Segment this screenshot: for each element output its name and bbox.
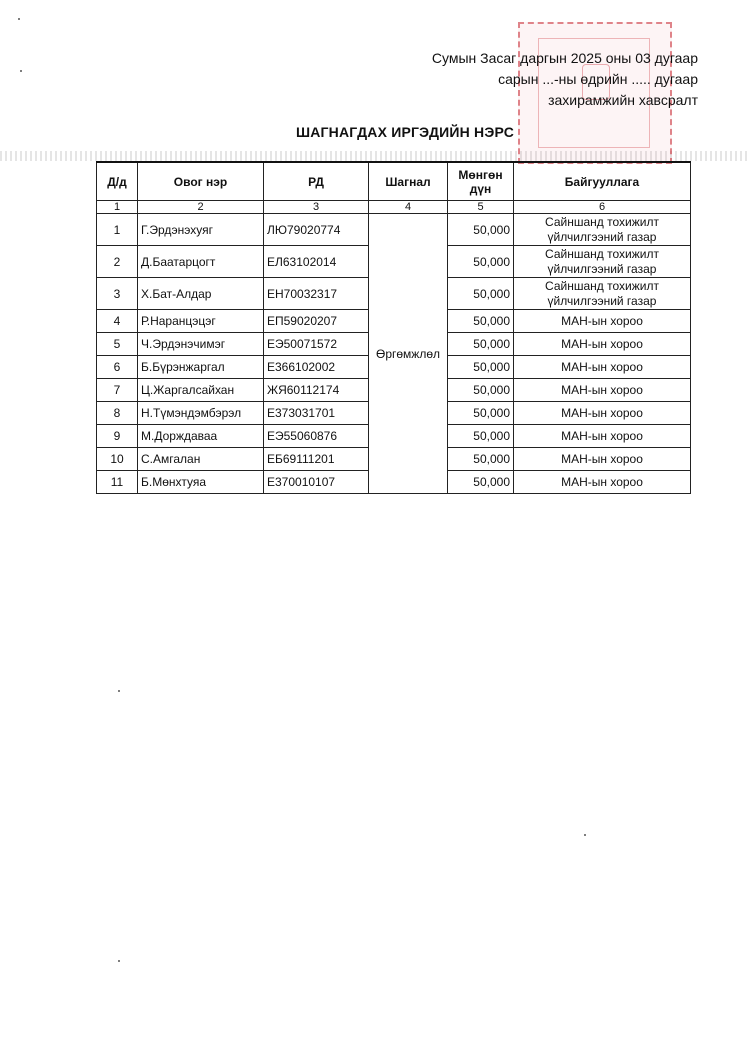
row-number: 3 bbox=[97, 278, 138, 310]
document-header bbox=[432, 48, 698, 111]
row-rd: ЕБ69111201 bbox=[264, 448, 369, 471]
column-header-organization: Байгууллага bbox=[514, 162, 691, 201]
column-header-number: Д/д bbox=[97, 162, 138, 201]
table-header-row bbox=[97, 162, 691, 201]
column-header-award: Шагнал bbox=[369, 162, 448, 201]
column-number-row bbox=[97, 201, 691, 214]
row-amount: 50,000 bbox=[448, 333, 514, 356]
row-amount: 50,000 bbox=[448, 356, 514, 379]
row-name: Д.Баатарцогт bbox=[138, 246, 264, 278]
row-number: 7 bbox=[97, 379, 138, 402]
row-name: М.Дорждаваа bbox=[138, 425, 264, 448]
row-number: 2 bbox=[97, 246, 138, 278]
header-line-2: сарын ...-ны өдрийн ..... дугаар bbox=[498, 71, 698, 87]
row-name: Г.Эрдэнэхуяг bbox=[138, 214, 264, 246]
row-rd: ЕЭ55060876 bbox=[264, 425, 369, 448]
row-organization: МАН-ын хороо bbox=[514, 379, 691, 402]
awardees-table bbox=[96, 161, 691, 494]
row-rd: ЕП59020207 bbox=[264, 310, 369, 333]
row-number: 11 bbox=[97, 471, 138, 494]
row-amount: 50,000 bbox=[448, 246, 514, 278]
row-amount: 50,000 bbox=[448, 379, 514, 402]
row-name: Н.Түмэндэмбэрэл bbox=[138, 402, 264, 425]
column-number: 4 bbox=[369, 201, 448, 214]
row-name: С.Амгалан bbox=[138, 448, 264, 471]
scan-speck bbox=[118, 690, 120, 692]
row-organization: МАН-ын хороо bbox=[514, 425, 691, 448]
row-organization: МАН-ын хороо bbox=[514, 310, 691, 333]
column-header-name: Овог нэр bbox=[138, 162, 264, 201]
column-number: 3 bbox=[264, 201, 369, 214]
column-number: 1 bbox=[97, 201, 138, 214]
row-name: Р.Наранцэцэг bbox=[138, 310, 264, 333]
row-name: Х.Бат-Алдар bbox=[138, 278, 264, 310]
row-number: 10 bbox=[97, 448, 138, 471]
scan-speck bbox=[20, 70, 22, 72]
row-amount: 50,000 bbox=[448, 402, 514, 425]
row-number: 8 bbox=[97, 402, 138, 425]
row-rd: ЕЛ63102014 bbox=[264, 246, 369, 278]
row-name: Б.Мөнхтуяа bbox=[138, 471, 264, 494]
row-amount: 50,000 bbox=[448, 448, 514, 471]
document-title-wrap bbox=[0, 124, 750, 140]
row-amount: 50,000 bbox=[448, 310, 514, 333]
column-header-rd: РД bbox=[264, 162, 369, 201]
scan-speck bbox=[118, 960, 120, 962]
header-line-1: Сумын Засаг даргын 2025 оны 03 дугаар bbox=[431, 50, 698, 66]
row-amount: 50,000 bbox=[448, 471, 514, 494]
row-amount: 50,000 bbox=[448, 425, 514, 448]
row-rd: ЛЮ79020774 bbox=[264, 214, 369, 246]
row-rd: ЖЯ60112174 bbox=[264, 379, 369, 402]
row-number: 5 bbox=[97, 333, 138, 356]
row-number: 6 bbox=[97, 356, 138, 379]
row-name: Ц.Жаргалсайхан bbox=[138, 379, 264, 402]
row-organization: Сайншанд тохижилт үйлчилгээний газар bbox=[514, 246, 691, 278]
row-organization: МАН-ын хороо bbox=[514, 448, 691, 471]
row-name: Б.Бүрэнжаргал bbox=[138, 356, 264, 379]
row-rd: Е366102002 bbox=[264, 356, 369, 379]
row-award-merged: Өргөмжлөл bbox=[369, 214, 448, 494]
header-line-3: захирамжийн хавсралт bbox=[548, 92, 698, 108]
row-organization: МАН-ын хороо bbox=[514, 333, 691, 356]
scan-speck bbox=[584, 834, 586, 836]
row-organization: МАН-ын хороо bbox=[514, 402, 691, 425]
row-amount: 50,000 bbox=[448, 214, 514, 246]
scan-speck bbox=[18, 18, 20, 20]
row-rd: Е373031701 bbox=[264, 402, 369, 425]
column-number: 5 bbox=[448, 201, 514, 214]
column-number: 2 bbox=[138, 201, 264, 214]
row-name: Ч.Эрдэнэчимэг bbox=[138, 333, 264, 356]
row-number: 4 bbox=[97, 310, 138, 333]
row-number: 9 bbox=[97, 425, 138, 448]
row-rd: ЕН70032317 bbox=[264, 278, 369, 310]
row-organization: Сайншанд тохижилт үйлчилгээний газар bbox=[514, 278, 691, 310]
row-number: 1 bbox=[97, 214, 138, 246]
document-title: ШАГНАГДАХ ИРГЭДИЙН НЭРС bbox=[295, 124, 515, 140]
column-number: 6 bbox=[514, 201, 691, 214]
row-rd: ЕЭ50071572 bbox=[264, 333, 369, 356]
row-organization: МАН-ын хороо bbox=[514, 356, 691, 379]
row-amount: 50,000 bbox=[448, 278, 514, 310]
row-organization: МАН-ын хороо bbox=[514, 471, 691, 494]
row-rd: Е370010107 bbox=[264, 471, 369, 494]
table-row bbox=[97, 214, 691, 246]
row-organization: Сайншанд тохижилт үйлчилгээний газар bbox=[514, 214, 691, 246]
column-header-amount: Мөнгөн дүн bbox=[448, 162, 514, 201]
